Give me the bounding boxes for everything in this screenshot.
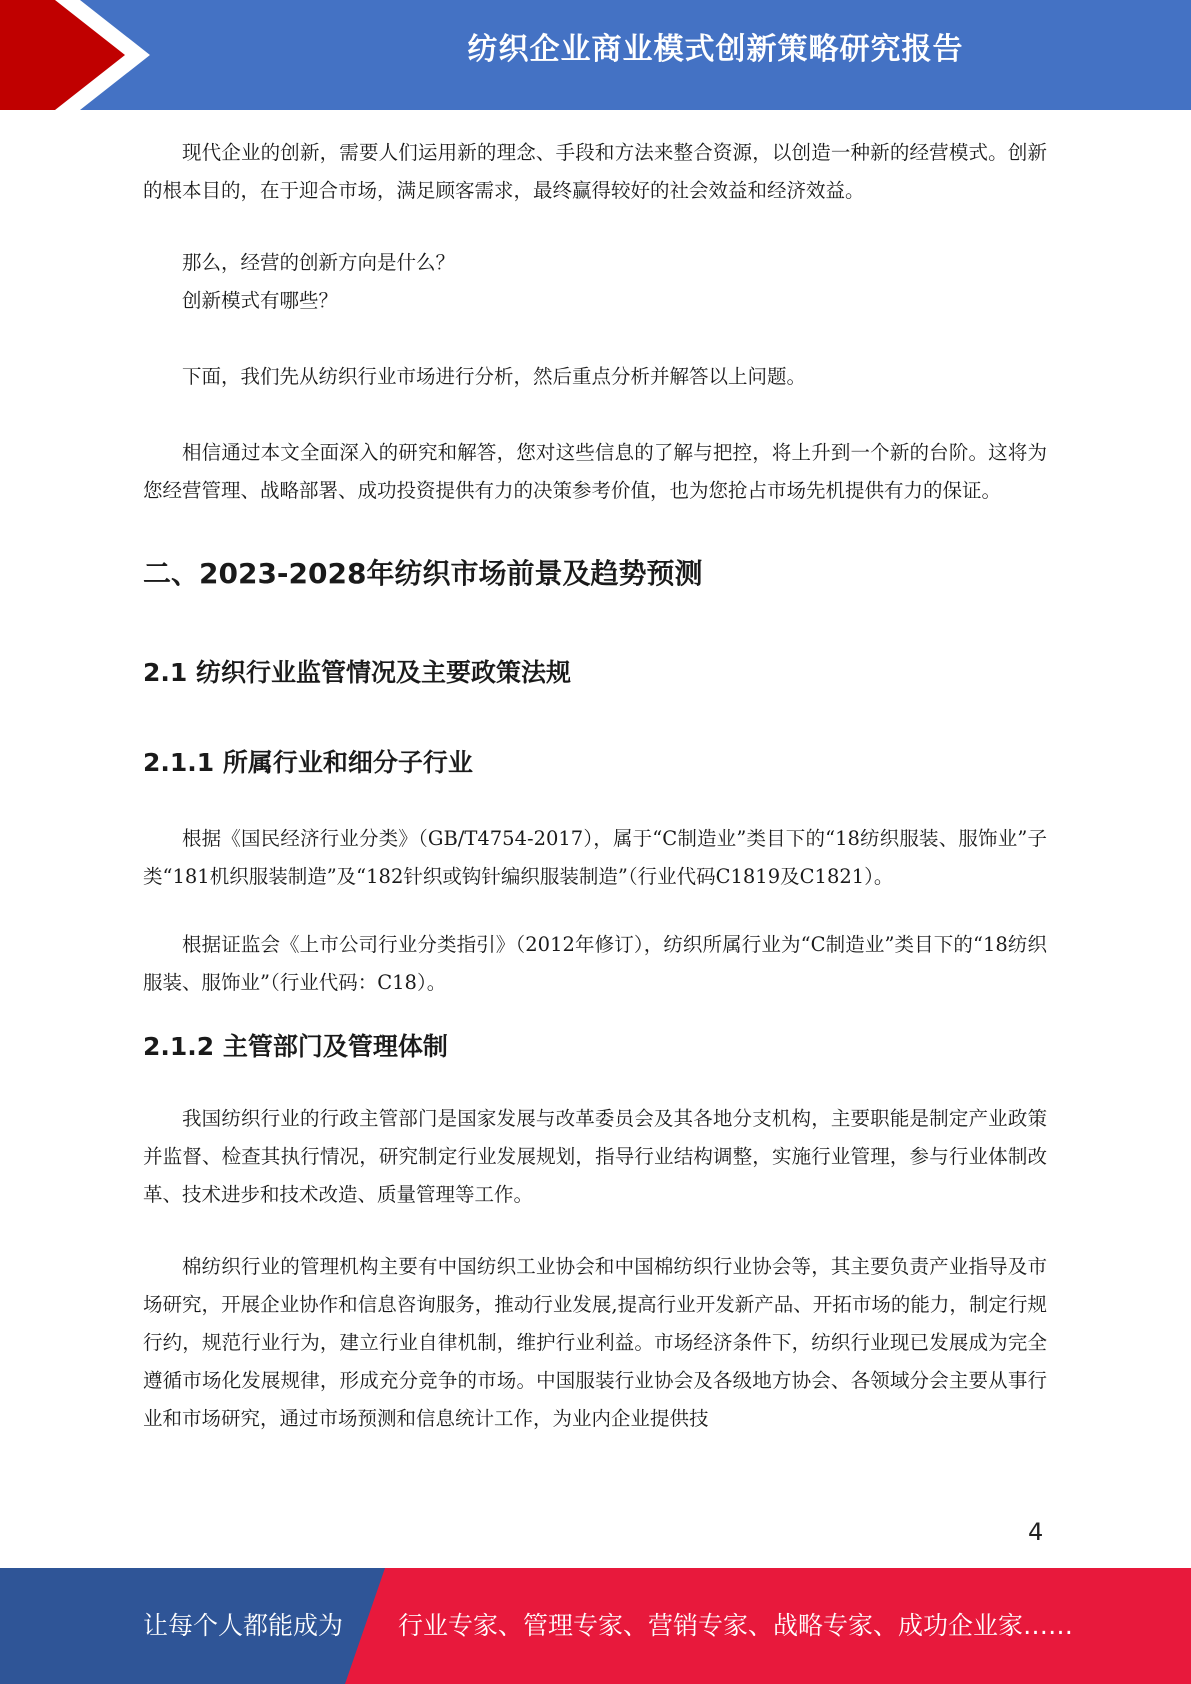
belief-paragraph: 相信通过本文全面深入的研究和解答，您对这些信息的了解与把控，将上升到一个新的台阶。这将为您经营管理、战略部署、成功投资提供有力的决策参考价值，也为您抢占市场先机提供有力的保证。	[143, 441, 1047, 502]
authority-paragraph: 我国纺织行业的行政主管部门是国家发展与改革委员会及其各地分支机构，主要职能是制定产业政策并监督、检查其执行情况，研究制定行业发展规划，指导行业结构调整，实施行业管理，参与行业体制改革、技术进步和技术改造、质量管理等工作。	[143, 1107, 1047, 1206]
section-2-1-1-heading: 2.1.1 所属行业和细分子行业	[143, 748, 473, 777]
section-2-1-heading: 2.1 纺织行业监管情况及主要政策法规	[143, 658, 571, 687]
question-direction: 那么，经营的创新方向是什么？	[182, 251, 456, 274]
section-2-heading: 二、2023-2028年纺织市场前景及趋势预测	[143, 557, 703, 590]
page-header	[0, 0, 1191, 110]
intro-paragraph: 现代企业的创新，需要人们运用新的理念、手段和方法来整合资源，以创造一种新的经营模式。创新的根本目的，在于迎合市场，满足顾客需求，最终赢得较好的社会效益和经济效益。	[143, 141, 1047, 202]
next-paragraph: 下面，我们先从纺织行业市场进行分析，然后重点分析并解答以上问题。	[182, 365, 807, 388]
csrc-paragraph: 根据证监会《上市公司行业分类指引》（2012年修订），纺织所属行业为“C制造业”类目下的“18纺织服装、服饰业”（行业代码：C18）。	[143, 933, 1047, 994]
question-modes: 创新模式有哪些？	[182, 289, 339, 312]
page-number: 4	[1028, 1518, 1044, 1546]
management-paragraph: 棉纺织行业的管理机构主要有中国纺织工业协会和中国棉纺织行业协会等，其主要负责产业指导及市场研究，开展企业协作和信息咨询服务，推动行业发展,提高行业开发新产品、开拓市场的能力，制定行规行约，规范行业行为，建立行业自律机制，维护行业利益。市场经济条件下，纺织行业现已发展成为完全遵循市场化发展规律，形成充分竞争的市场。中国服装行业协会及各级地方协会、各领域分会主要从事行业和市场研究，通过市场预测和信息统计工作，为业内企业提供技	[143, 1255, 1047, 1430]
page-footer	[0, 1568, 1191, 1684]
footer-slogan-right: 行业专家、管理专家、营销专家、战略专家、成功企业家……	[398, 1611, 1074, 1640]
section-2-1-2-heading: 2.1.2 主管部门及管理体制	[143, 1032, 448, 1061]
page-content	[143, 134, 1047, 1438]
report-title: 纺织企业商业模式创新策略研究报告	[467, 32, 964, 67]
classification-paragraph: 根据《国民经济行业分类》（GB/T4754-2017），属于“C制造业”类目下的“18纺织服装、服饰业”子类“181机织服装制造”及“182针织或钩针编织服装制造”（行业代码C1819及C1821）。	[143, 827, 1047, 888]
footer-slogan-left: 让每个人都能成为	[143, 1611, 344, 1640]
